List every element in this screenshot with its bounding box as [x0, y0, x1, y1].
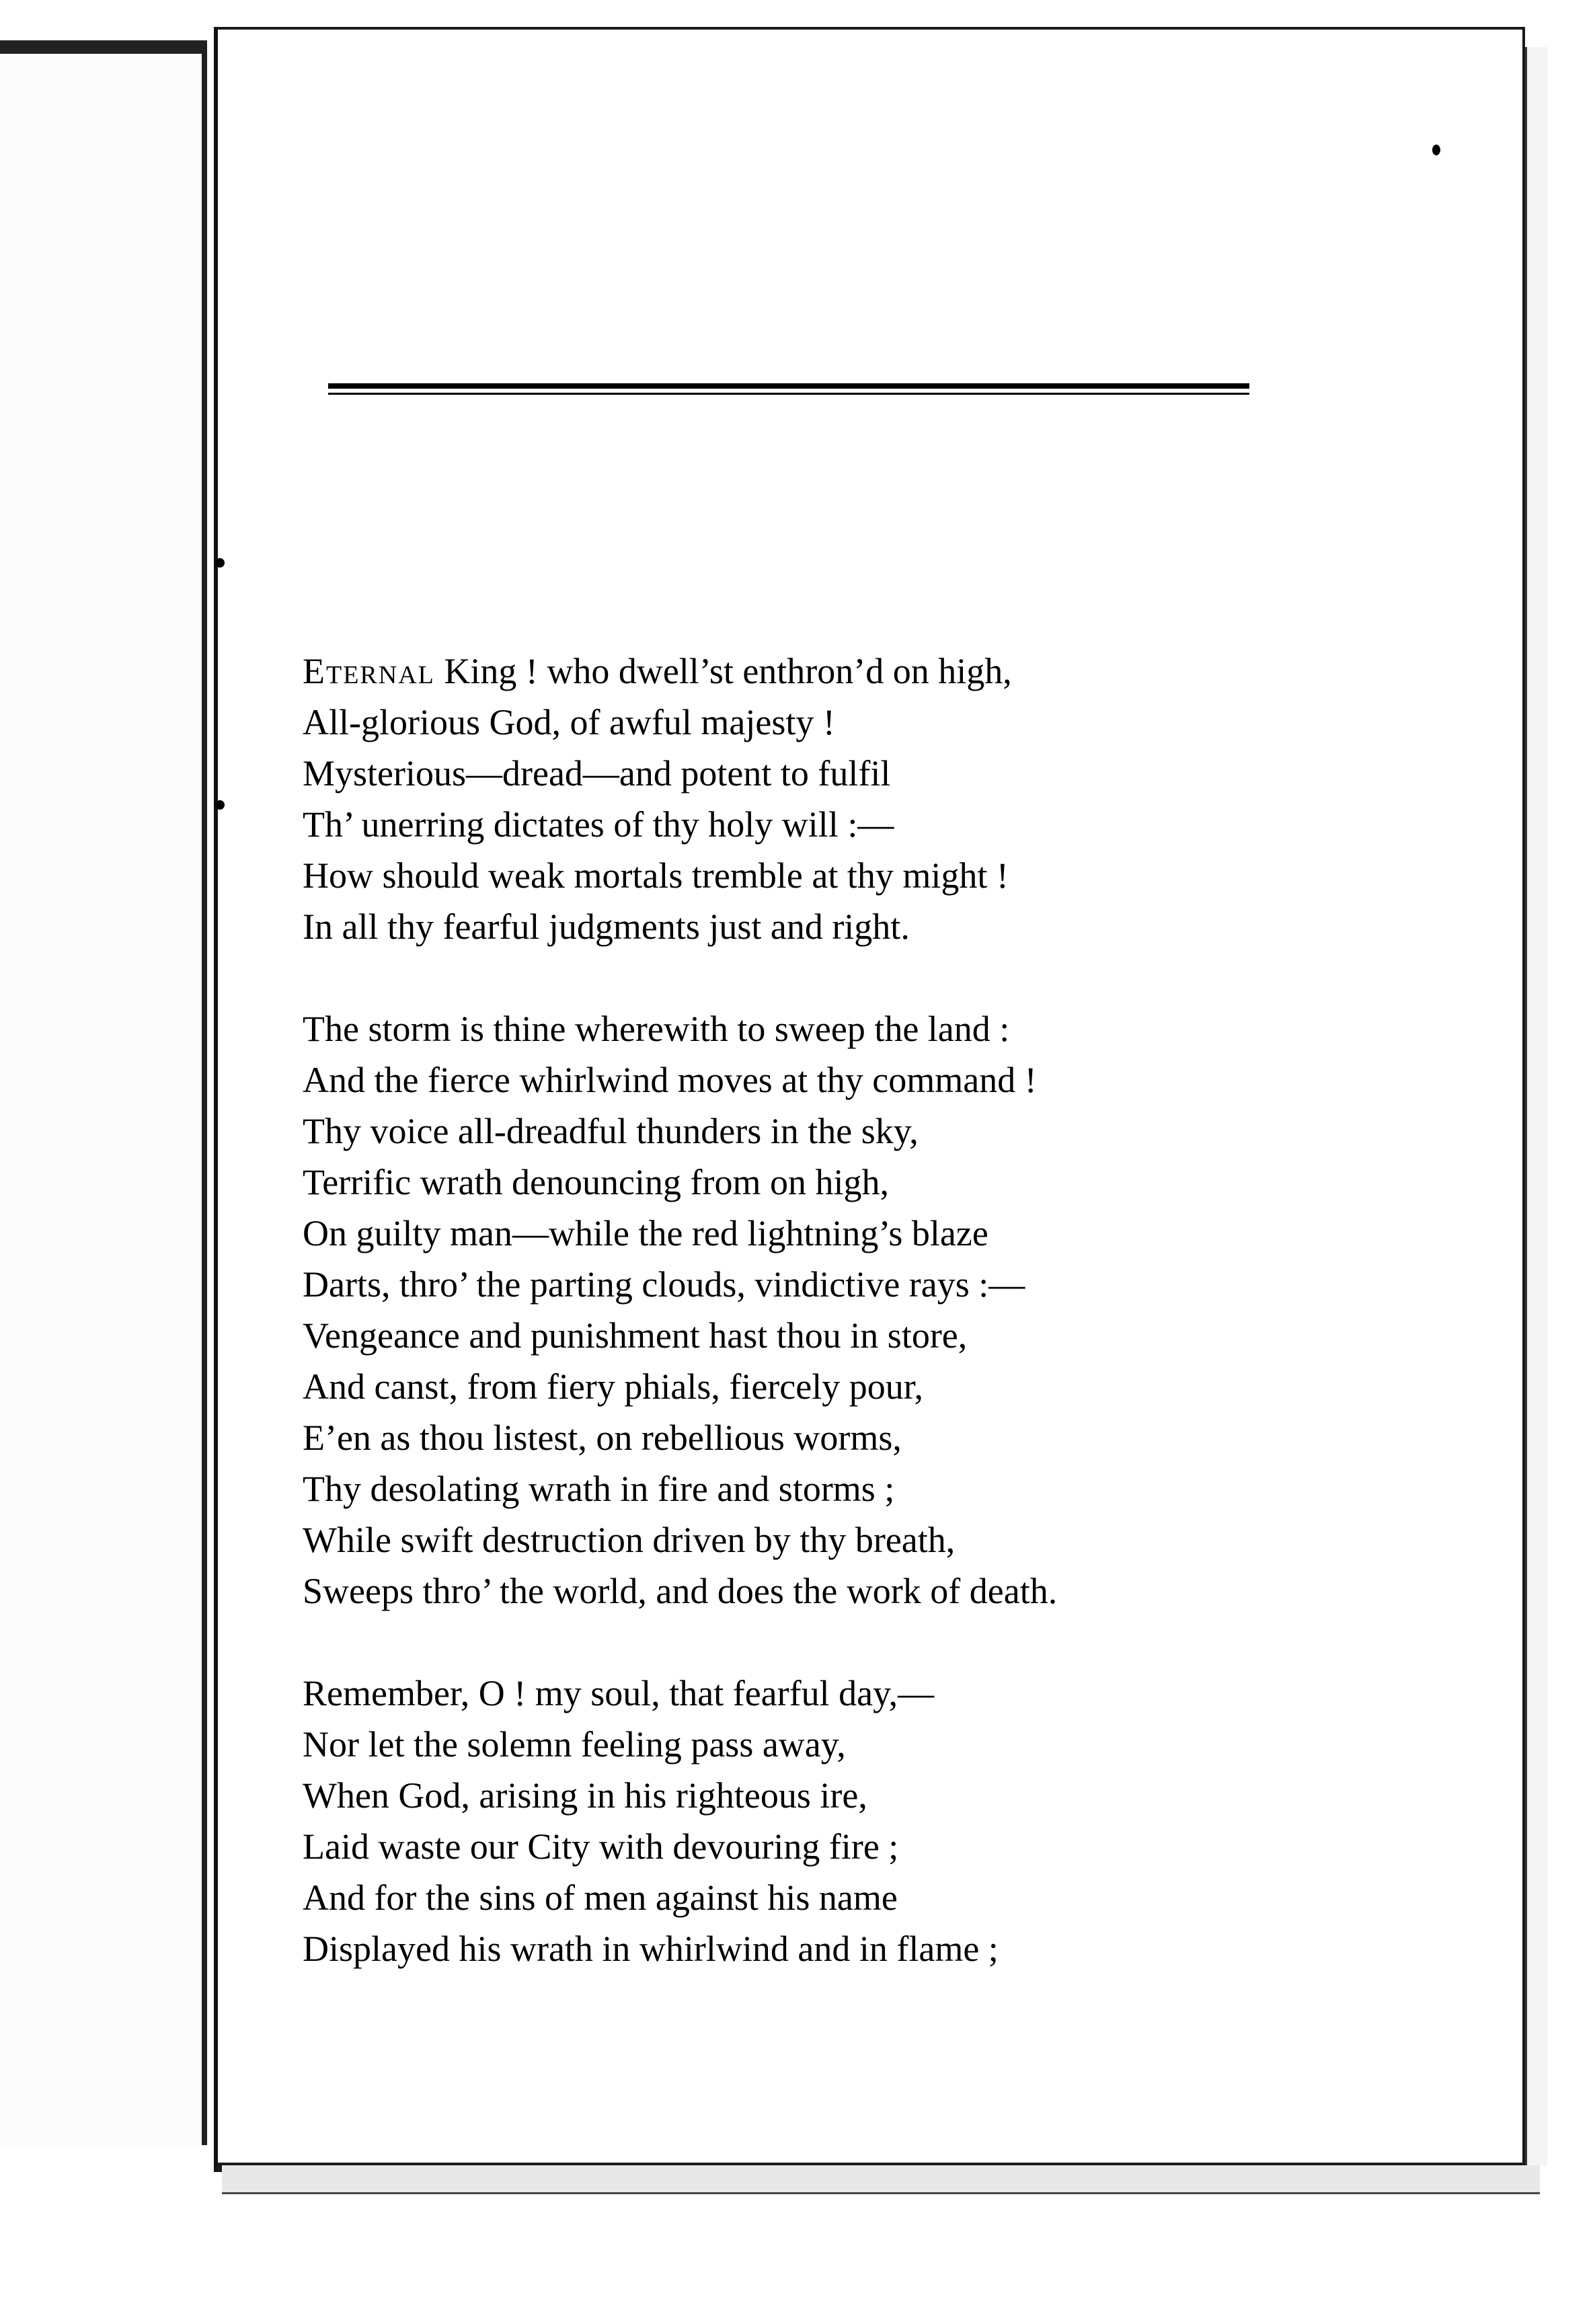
poem-line: On guilty man—while the red lightning’s blaze: [303, 1213, 988, 1253]
poem-line: Remember, O ! my soul, that fearful day,—: [303, 1673, 935, 1713]
poem-line: Th’ unerring dictates of thy holy will :—: [303, 804, 894, 845]
header-rule-thick: [328, 383, 1249, 389]
stanza-3: [303, 1668, 1298, 1974]
poem-line: And the fierce whirlwind moves at thy command !: [303, 1060, 1037, 1100]
poem-line: Thy voice all-dreadful thunders in the sky,: [303, 1111, 919, 1151]
poem-line: Vengeance and punishment hast thou in store,: [303, 1315, 968, 1356]
poem-line: Laid waste our City with devouring fire ;: [303, 1826, 899, 1867]
page-right-edge: [1525, 47, 1547, 2165]
previous-page-edge: [0, 40, 207, 2145]
binding-mark: [215, 800, 225, 810]
previous-page-top-edge: [0, 40, 202, 54]
poem-line: Thy desolating wrath in fire and storms ;: [303, 1469, 895, 1509]
poem-body: [303, 646, 1298, 2025]
poem-line: In all thy fearful judgments just and right.: [303, 906, 910, 947]
opening-word: Eternal: [303, 651, 435, 691]
page-bottom-edge: [222, 2165, 1540, 2194]
poem-line: Terrific wrath denouncing from on high,: [303, 1162, 889, 1202]
poem-line: When God, arising in his righteous ire,: [303, 1775, 867, 1816]
binding-mark: [215, 558, 225, 568]
poem-line: And for the sins of men against his name: [303, 1877, 898, 1918]
ink-speck: [1432, 145, 1440, 155]
poem-line: And canst, from fiery phials, fiercely pour,: [303, 1366, 924, 1407]
stanza-2: [303, 1003, 1298, 1617]
poem-line: Nor let the solemn feeling pass away,: [303, 1724, 846, 1765]
poem-line: Displayed his wrath in whirlwind and in flame ;: [303, 1929, 999, 1969]
poem-line-text: King ! who dwell’st enthron’d on high,: [434, 651, 1012, 691]
poem-line: While swift destruction driven by thy breath,: [303, 1520, 956, 1560]
poem-line: The storm is thine wherewith to sweep the land :: [303, 1009, 1010, 1049]
poem-line: Darts, thro’ the parting clouds, vindictive rays :—: [303, 1264, 1025, 1305]
poem-line: How should weak mortals tremble at thy might !: [303, 855, 1009, 896]
poem-line: E’en as thou listest, on rebellious worms,: [303, 1418, 902, 1458]
poem-line: [303, 646, 1298, 697]
stanza-1: [303, 646, 1298, 952]
poem-line: Sweeps thro’ the world, and does the work of death.: [303, 1571, 1058, 1611]
poem-line: All-glorious God, of awful majesty !: [303, 702, 835, 742]
header-rule-thin: [328, 393, 1249, 395]
poem-line: Mysterious—dread—and potent to fulfil: [303, 753, 891, 793]
